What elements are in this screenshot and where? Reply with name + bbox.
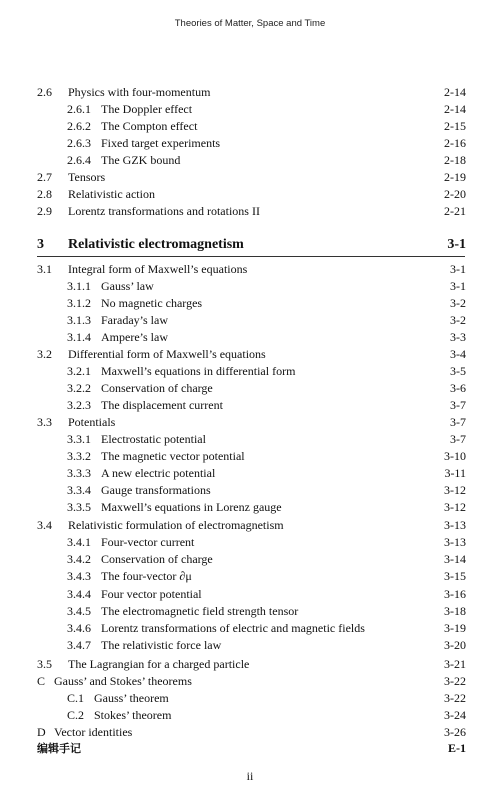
toc-entry-number: 2.6 xyxy=(37,85,52,99)
toc-entry-page: 3-13 xyxy=(444,518,466,532)
toc-entry[interactable] xyxy=(0,84,500,101)
toc-entry-title: A new electric potential xyxy=(101,466,216,480)
toc-entry[interactable] xyxy=(0,414,500,431)
toc-entry-title: The electromagnetic field strength tensor xyxy=(101,604,299,618)
toc-entry-page: 3-6 xyxy=(450,381,466,395)
toc-entry-page: 3-22 xyxy=(444,674,466,688)
toc-entry[interactable] xyxy=(0,690,500,707)
toc-entry-number: 3.3.4 xyxy=(67,483,91,497)
toc-entry-page: 2-14 xyxy=(444,102,466,116)
toc-entry-page: 3-22 xyxy=(444,691,466,705)
page-number: ii xyxy=(246,769,254,783)
toc-entry-page: 3-16 xyxy=(444,587,466,601)
toc-entry-title: Faraday’s law xyxy=(101,313,168,327)
toc-entry-number: 2.6.1 xyxy=(67,102,91,116)
toc-entry-page: 3-13 xyxy=(444,535,466,549)
toc-entry-title: The magnetic vector potential xyxy=(101,449,245,463)
toc-entry-title: Fixed target experiments xyxy=(101,136,221,150)
toc-entry[interactable] xyxy=(0,568,500,585)
toc-entry[interactable] xyxy=(0,707,500,724)
toc-entry-page: 3-11 xyxy=(444,466,466,480)
toc-entry-page: 3-20 xyxy=(444,638,466,652)
toc-entry-number: C.2 xyxy=(67,708,85,722)
toc-entry-title: Gauss’ and Stokes’ theorems xyxy=(54,674,192,688)
toc-entry-title: Conservation of charge xyxy=(101,552,213,566)
toc-entry[interactable] xyxy=(0,295,500,312)
toc-entry[interactable] xyxy=(0,203,500,220)
toc-entry-number: 3.2.3 xyxy=(67,398,91,412)
toc-entry[interactable] xyxy=(0,186,500,203)
toc-entry-page: 3-14 xyxy=(444,552,466,566)
toc-entry-page: 3-18 xyxy=(444,604,466,618)
toc-entry[interactable] xyxy=(0,312,500,329)
toc-entry-number: C.1 xyxy=(67,691,85,705)
toc-entry-title: The four-vector ∂μ xyxy=(101,569,192,583)
toc-entry-page: 3-7 xyxy=(450,415,466,429)
toc-entry-title: Potentials xyxy=(68,415,116,429)
running-header: Theories of Matter, Space and Time xyxy=(174,18,326,29)
toc-entry-title: Integral form of Maxwell’s equations xyxy=(68,262,248,276)
toc-entry-number: 3.3.1 xyxy=(67,432,91,446)
toc-entry[interactable] xyxy=(0,499,500,516)
toc-entry-number: 2.7 xyxy=(37,170,52,184)
toc-entry[interactable] xyxy=(0,465,500,482)
toc-entry-number: 2.6.2 xyxy=(67,119,91,133)
toc-chapter-entry[interactable] xyxy=(0,236,500,253)
toc-entry[interactable] xyxy=(0,152,500,169)
toc-entry[interactable] xyxy=(0,431,500,448)
toc-entry[interactable] xyxy=(0,620,500,637)
toc-entry[interactable] xyxy=(0,118,500,135)
toc-entry[interactable] xyxy=(0,551,500,568)
toc-entry-number: 3.1.4 xyxy=(67,330,91,344)
toc-entry-page: 2-14 xyxy=(444,85,466,99)
toc-entry-page: 2-19 xyxy=(444,170,466,184)
toc-entry-number: 3.3 xyxy=(37,415,52,429)
toc-entry-title: Gauss’ theorem xyxy=(94,691,169,705)
toc-entry[interactable] xyxy=(0,329,500,346)
toc-entry-title: Lorentz transformations of electric and magnetic fields xyxy=(101,621,365,635)
toc-entry-page: 3-26 xyxy=(444,725,466,739)
toc-entry-title: The Compton effect xyxy=(101,119,198,133)
toc-entry-page: 3-10 xyxy=(444,449,466,463)
toc-entry-title: Gauss’ law xyxy=(101,279,154,293)
toc-entry-page: 3-7 xyxy=(450,432,466,446)
toc-entry-number: 3.4.4 xyxy=(67,587,91,601)
toc-entry-page: 3-3 xyxy=(450,330,466,344)
toc-entry-number: 2.9 xyxy=(37,204,52,218)
toc-entry[interactable] xyxy=(0,740,500,757)
toc-entry-title: Lorentz transformations and rotations II xyxy=(68,204,260,218)
toc-entry-number: 3.4.7 xyxy=(67,638,91,652)
toc-entry[interactable] xyxy=(0,637,500,654)
toc-entry-number: 3.4.5 xyxy=(67,604,91,618)
toc-entry-title: Four vector potential xyxy=(101,587,202,601)
toc-entry-title: Stokes’ theorem xyxy=(94,708,172,722)
toc-entry[interactable] xyxy=(0,278,500,295)
toc-entry-page: 2-18 xyxy=(444,153,466,167)
toc-entry-number: 3.2.1 xyxy=(67,364,91,378)
toc-entry-title: Electrostatic potential xyxy=(101,432,206,446)
toc-entry[interactable] xyxy=(0,586,500,603)
toc-entry-page: 3-5 xyxy=(450,364,466,378)
toc-entry-number: 3.5 xyxy=(37,657,52,671)
toc-entry-title: Relativistic formulation of electromagnetism xyxy=(68,518,284,532)
toc-entry-page: 3-15 xyxy=(444,569,466,583)
chapter-divider-rule xyxy=(37,256,465,257)
toc-entry[interactable] xyxy=(0,482,500,499)
toc-entry-title: The relativistic force law xyxy=(101,638,222,652)
toc-entry-page: 3-1 xyxy=(447,237,466,252)
toc-entry-number: 3.4.3 xyxy=(67,569,91,583)
toc-entry-title: Maxwell’s equations in Lorenz gauge xyxy=(101,500,282,514)
toc-entry-page: 3-4 xyxy=(450,347,466,361)
toc-entry[interactable] xyxy=(0,169,500,186)
toc-entry-title: The Doppler effect xyxy=(101,102,193,116)
toc-entry-page: 3-12 xyxy=(444,483,466,497)
toc-entry[interactable] xyxy=(0,135,500,152)
toc-entry-number: 3.1 xyxy=(37,262,52,276)
toc-entry-page: 2-21 xyxy=(444,204,466,218)
toc-entry-page: E-1 xyxy=(448,741,466,755)
toc-entry-number: 3.3.5 xyxy=(67,500,91,514)
toc-entry-title: Relativistic electromagnetism xyxy=(68,237,244,252)
toc-entry-number: 3.3.2 xyxy=(67,449,91,463)
toc-entry-title: Four-vector current xyxy=(101,535,195,549)
toc-entry-number: 3.4.1 xyxy=(67,535,91,549)
toc-entry-number: 3.1.2 xyxy=(67,296,91,310)
toc-entry[interactable] xyxy=(0,397,500,414)
toc-entry-title: No magnetic charges xyxy=(101,296,203,310)
toc-entry[interactable] xyxy=(0,380,500,397)
toc-entry[interactable] xyxy=(0,101,500,118)
toc-entry-page: 3-1 xyxy=(450,262,466,276)
toc-entry-number: D xyxy=(37,725,46,739)
toc-entry[interactable] xyxy=(0,534,500,551)
toc-entry-number: 2.8 xyxy=(37,187,52,201)
toc-entry-title: Maxwell’s equations in differential form xyxy=(101,364,296,378)
toc-entry-page: 2-20 xyxy=(444,187,466,201)
toc-entry-title: Differential form of Maxwell’s equations xyxy=(68,347,266,361)
toc-entry-page: 3-19 xyxy=(444,621,466,635)
toc-entry[interactable] xyxy=(0,673,500,690)
toc-entry-number: 3.4.6 xyxy=(67,621,91,635)
toc-entry-title: Gauge transformations xyxy=(101,483,211,497)
toc-entry-title: Vector identities xyxy=(54,725,133,739)
toc-entry-page: 2-15 xyxy=(444,119,466,133)
toc-entry-page: 3-1 xyxy=(450,279,466,293)
toc-entry-title: Ampere’s law xyxy=(101,330,168,344)
toc-entry[interactable] xyxy=(0,448,500,465)
toc-entry-number: 3.3.3 xyxy=(67,466,91,480)
toc-entry[interactable] xyxy=(0,517,500,534)
toc-entry-title: Physics with four-momentum xyxy=(68,85,211,99)
toc-entry[interactable] xyxy=(0,656,500,673)
toc-entry-title: 编辑手记 xyxy=(37,742,81,755)
toc-entry[interactable] xyxy=(0,346,500,363)
toc-entry[interactable] xyxy=(0,724,500,741)
toc-entry-number: 3.4.2 xyxy=(67,552,91,566)
toc-entry-page: 3-2 xyxy=(450,313,466,327)
toc-entry-number: 3 xyxy=(37,237,44,252)
toc-entry-number: 3.1.3 xyxy=(67,313,91,327)
toc-entry-title: The displacement current xyxy=(101,398,223,412)
toc-entry-page: 3-12 xyxy=(444,500,466,514)
toc-entry-title: Conservation of charge xyxy=(101,381,213,395)
toc-entry-number: 3.4 xyxy=(37,518,52,532)
toc-entry-number: 3.2.2 xyxy=(67,381,91,395)
toc-entry-title: The GZK bound xyxy=(101,153,181,167)
toc-entry[interactable] xyxy=(0,261,500,278)
toc-entry-title: The Lagrangian for a charged particle xyxy=(68,657,250,671)
toc-entry-title: Tensors xyxy=(68,170,106,184)
toc-entry-page: 3-24 xyxy=(444,708,466,722)
toc-entry-number: C xyxy=(37,674,46,688)
toc-entry-page: 3-2 xyxy=(450,296,466,310)
toc-entry-number: 3.2 xyxy=(37,347,52,361)
toc-entry-number: 3.1.1 xyxy=(67,279,91,293)
toc-entry-page: 3-7 xyxy=(450,398,466,412)
toc-entry-page: 3-21 xyxy=(444,657,466,671)
toc-entry-number: 2.6.3 xyxy=(67,136,91,150)
toc-entry-number: 2.6.4 xyxy=(67,153,91,167)
toc-entry[interactable] xyxy=(0,363,500,380)
toc-entry-page: 2-16 xyxy=(444,136,466,150)
toc-entry[interactable] xyxy=(0,603,500,620)
toc-entry-title: Relativistic action xyxy=(68,187,155,201)
